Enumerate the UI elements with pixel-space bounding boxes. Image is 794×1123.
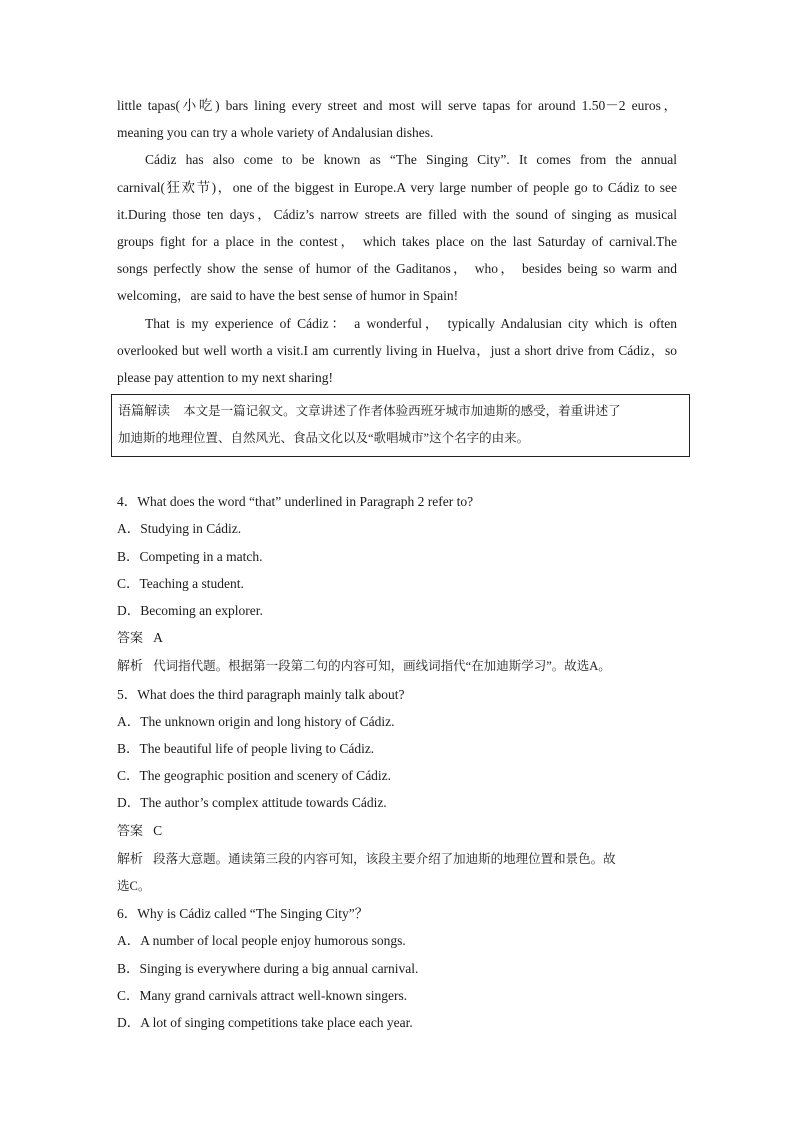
passage-line: little tapas(小吃) bars lining every street and most will serve tapas for around 1.50－2 euros， bbox=[117, 98, 677, 113]
explain-text: 段落大意题。通读第三段的内容可知，该段主要介绍了加迪斯的地理位置和景色。故 bbox=[153, 851, 616, 866]
passage-line: please pay attention to my next sharing! bbox=[117, 370, 333, 386]
question-block bbox=[117, 900, 677, 1036]
question-stem: 6．Why is Cádiz called “The Singing City”？ bbox=[117, 906, 369, 922]
explain-label: 解析 bbox=[117, 851, 144, 867]
passage-line: groups fight for a place in the contest， which takes place on the last Saturday of carnival.The bbox=[117, 234, 677, 250]
option: A．Studying in Cádiz. bbox=[117, 521, 242, 537]
passage-line: That is my experience of Cádiz： a wonderful， typically Andalusian city which is often bbox=[145, 315, 677, 331]
explain-text: 选C。 bbox=[117, 879, 151, 894]
passage-line: overlooked but well worth a visit.I am currently living in Huelva，just a short drive from Cádiz，so bbox=[117, 342, 677, 358]
question-stem: 4．What does the word “that” underlined in Paragraph 2 refer to? bbox=[117, 494, 474, 510]
option: C．Many grand carnivals attract well-known singers. bbox=[117, 987, 408, 1003]
option: D．The author’s complex attitude towards Cádiz. bbox=[117, 795, 387, 811]
option: A．A number of local people enjoy humorous songs. bbox=[117, 933, 406, 949]
explain-text: 代词指代题。根据第一段第二句的内容可知，画线词指代“在加迪斯学习”。故选A。 bbox=[153, 659, 611, 674]
question-block bbox=[117, 488, 677, 680]
passage-line: Cádiz has also come to be known as “The Singing City”. It comes from the annual bbox=[145, 152, 677, 168]
option: A．The unknown origin and long history of Cádiz. bbox=[117, 713, 395, 729]
passage-line: songs perfectly show the sense of humor of the Gaditanos， who， besides being so warm and bbox=[117, 261, 677, 277]
option: C．Teaching a student. bbox=[117, 575, 244, 591]
passage-line: welcoming，are said to have the best sense of humor in Spain! bbox=[117, 288, 459, 304]
answer-value: C bbox=[153, 822, 163, 838]
answer-label: 答案 bbox=[117, 631, 144, 647]
option: D．Becoming an explorer. bbox=[117, 603, 263, 619]
option: B．Competing in a match. bbox=[117, 548, 263, 564]
option: B．The beautiful life of people living to Cádiz. bbox=[117, 741, 375, 757]
passage-line: it.During those ten days，Cádiz’s narrow streets are filled with the sound of singing as musical bbox=[117, 206, 677, 222]
answer-label: 答案 bbox=[117, 823, 144, 839]
option: D．A lot of singing competitions take place each year. bbox=[117, 1015, 413, 1031]
explain-label: 解析 bbox=[117, 659, 144, 675]
discourse-analysis-box bbox=[111, 394, 690, 457]
answer-value: A bbox=[153, 630, 163, 646]
passage-line: carnival(狂欢节)，one of the biggest in Europe.A very large number of people go to Cádiz to see bbox=[117, 179, 677, 195]
question-block bbox=[117, 681, 677, 901]
question-stem: 5．What does the third paragraph mainly talk about? bbox=[117, 686, 405, 702]
analysis-text: 本文是一篇记叙文。文章讲述了作者体验西班牙城市加迪斯的感受，着重讲述了 bbox=[183, 404, 621, 419]
document-page bbox=[117, 92, 677, 1036]
passage-line: meaning you can try a whole variety of Andalusian dishes. bbox=[117, 125, 434, 141]
analysis-text: 加迪斯的地理位置、自然风光、食品文化以及“歌唱城市”这个名字的由来。 bbox=[118, 431, 530, 446]
analysis-label: 语篇解读 bbox=[118, 404, 171, 420]
option: B．Singing is everywhere during a big annual carnival. bbox=[117, 960, 419, 976]
option: C．The geographic position and scenery of Cádiz. bbox=[117, 768, 392, 784]
